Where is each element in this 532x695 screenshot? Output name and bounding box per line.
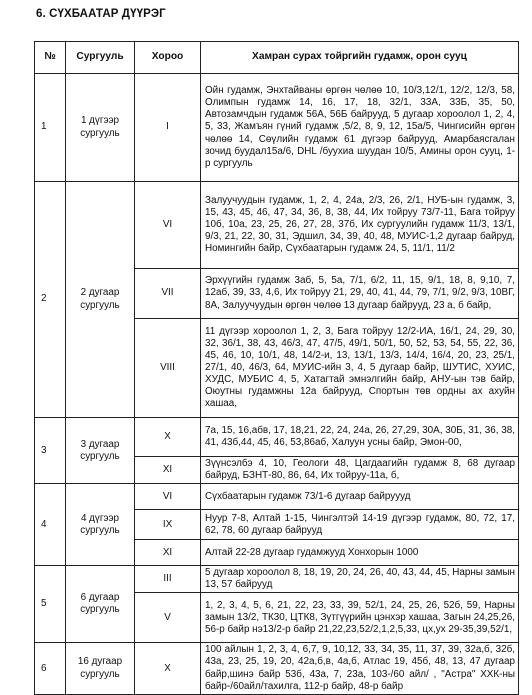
row-number: 1 — [35, 74, 66, 182]
school-name: 6 дугаар сургууль — [66, 566, 135, 643]
streets-list: Сүхбаатарын гудамж 73/1-6 дугаар байруууд — [201, 484, 519, 510]
school-name: 2 дугаар сургууль — [66, 182, 135, 418]
streets-list: Алтай 22-28 дугаар гудамжууд Хонхорын 1000 — [201, 540, 519, 566]
header-khoroo: Хороо — [135, 42, 201, 74]
khoroo-number: XI — [135, 457, 201, 484]
school-name: 4 дүгээр сургууль — [66, 484, 135, 566]
khoroo-number: VIII — [135, 319, 201, 418]
khoroo-number: VI — [135, 484, 201, 510]
streets-list: Нуур 7-8, Алтай 1-15, Чингэлтэй 14-19 дүгээр гудамж, 80, 72, 17, 62, 78, 60 дугаар байрууд — [201, 510, 519, 540]
khoroo-number: X — [135, 418, 201, 457]
header-school: Сургууль — [66, 42, 135, 74]
streets-list: 1, 2, 3, 4, 5, 6, 21, 22, 23, 33, 39, 52/1, 24, 25, 26, 52б, 59, Нарны замын 13/2, ТК30, ЦТК8, Зүтгүүрийн цэнхэр хашаа, Загын 24,25,26, 56-р байр нэ13/2-р байр 21,22,23,52/2,1,2,5,33, цх,ух 29-35,39,52/1, — [201, 593, 519, 643]
header-row — [35, 42, 519, 74]
streets-list: 11 дүгээр хороолол 1, 2, 3, Бага тойруу 12/2-ИА, 16/1, 24, 29, 30, 32, 36/1, 38, 43, 46/3, 47, 47/5, 49/1, 50/1, 50, 52, 53, 54, 55, 22, 36, 45, 46, 10, 10/1, 48, 14/2-и, 13, 13/1, 13/3, 14/4, 16/4, 20, 23, 25/1, 27/1, 40, 46/3, 64, МУИС-ийн 3, 4, 5 дугаар байр, ШУТИС, ХУИС, ХУДС, МУБИС 4, 5, Хатагтай эмнэлгийн байр, АНУ-ын тэв байр, Оюутны гудамжны 12а байрууд, Спортын төв ордны ах ахуйн хашаа, — [201, 319, 519, 418]
row-number: 5 — [35, 566, 66, 643]
streets-list: 7а, 15, 16,абв, 17, 18,21, 22, 24, 24а, 26, 27,29, 30А, 30Б, 31, 36, 38, 41, 43б,44, 45, 46, 53,86аб, Халуун усны байр, Эмон-00, — [201, 418, 519, 457]
table-row — [35, 74, 519, 182]
row-number: 4 — [35, 484, 66, 566]
streets-list: Эрхүүгийн гудамж 3аб, 5, 5а, 7/1, 6/2, 11, 15, 9/1, 18, 8, 9,10, 7, 12аб, 39, 33, 4,6, Их тойруу 21, 29, 40, 41, 44, 79, 7/1, 9/2, 9/3, 10ВГ, 8А, Залуучуудын өргөн чөлөө 13 дугаар байрууд, 23 а, б байр, — [201, 269, 519, 319]
row-number: 2 — [35, 182, 66, 418]
row-number: 6 — [35, 643, 66, 694]
khoroo-number: X — [135, 643, 201, 694]
section-heading: 6. СҮХБААТАР ДҮҮРЭГ — [36, 8, 166, 20]
row-number: 3 — [35, 418, 66, 484]
table-row — [35, 418, 519, 457]
header-streets: Хамран сурах тойргийн гудамж, орон сууц — [201, 42, 519, 74]
school-name: 16 дугаар сургууль — [66, 643, 135, 694]
khoroo-number: VII — [135, 269, 201, 319]
streets-list: Ойн гудамж, Энхтайваны өргөн чөлөө 10, 10/3,12/1, 12/2, 12/3, 58, Олимпын гудамж 14, 16, 17, 18, 32/1, 33А, 33Б, 35, 50, Автозамчдын гудамж 56А, 56Б байрууд, 5 дугаар хороолол 1, 2, 4, 5, 33, Жамъян гүний гудамж ,5/2, 8, 9, 12, 15а/5, Чингисийн өргөн чөлөө 14, Сөүлийн гудамж 61 дүгээр байрууд, Амарбаясгалан зочид буудал15а/6, DHL /буухиа шуудан 10/5, Амины орон сууц, 1-р сургууль — [201, 74, 519, 182]
khoroo-number: IX — [135, 510, 201, 540]
khoroo-number: I — [135, 74, 201, 182]
header-no: № — [35, 42, 66, 74]
school-name: 3 дугаар сургууль — [66, 418, 135, 484]
streets-list: Зүүнсэлбэ 4, 10, Геологи 48, Цагдаагийн гудамж 8, 68 дугаар байруд, БЗНТ-80, 86, 64, Их тойруу-11а, б, — [201, 457, 519, 484]
khoroo-number: V — [135, 593, 201, 643]
table-row — [35, 182, 519, 269]
khoroo-number: XI — [135, 540, 201, 566]
school-name: 1 дүгээр сургууль — [66, 74, 135, 182]
streets-list: Залуучуудын гудамж, 1, 2, 4, 24а, 2/3, 26, 2/1, НУБ-ын гудамж, 3, 15, 43, 45, 46, 47, 34, 36, 8, 38, 44, Их тойруу 73/7-11, Бага тойруу 10б, 10а, 23, 25, 26, 27, 28, 37б, Их сургуулийн гудамж 11/3, 13/1, 9/3, 21, 22, 30, 31, Эдшил, 34, 39, 40, 48, МУИС-1,2 дугаар байруд, Номингийн байр, Сүхбаатарын гудамж 24, 5, 11/1, 11/2 — [201, 182, 519, 269]
khoroo-number: III — [135, 566, 201, 593]
khoroo-number: VI — [135, 182, 201, 269]
streets-list: 5 дугаар хороолол 8, 18, 19, 20, 24, 26, 40, 43, 44, 45, Нарны замын 13, 57 байрууд — [201, 566, 519, 593]
table-row — [35, 484, 519, 510]
table-row — [35, 566, 519, 593]
streets-list: 100 айлын 1, 2, 3, 4, 6,7, 9, 10,12, 33, 34, 35, 11, 37, 39, 32а,б, 32б, 43а, 23, 25, 19, 20, 42а,б,в, 4а,б, Атлас 19, 45б, 48, 13, 47 дугаар байр,шинэ байр 53б, 43а, 7, 23а, 103-/60 айл/ , "Астра" ХХК-ны байр-/60айл/тахилга, 112-р байр, 48-р байр — [201, 643, 519, 694]
district-school-table — [34, 41, 519, 695]
table-row — [35, 643, 519, 694]
